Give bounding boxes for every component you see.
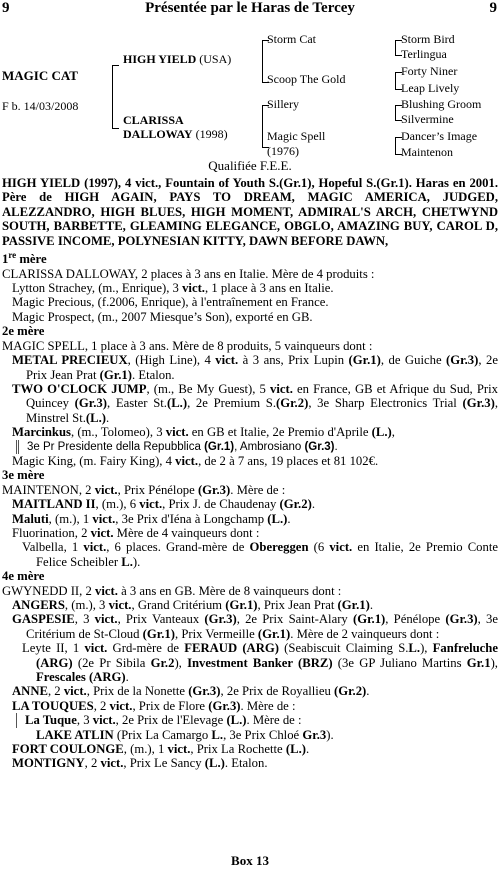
second-dam-intro: MAGIC SPELL, 1 place à 3 ans. Mère de 8 produits, 5 vainqueurs dont : — [2, 338, 373, 353]
first-dam-intro: CLARISSA DALLOWAY, 2 places à 3 ans en Italie. Mère de 4 produits : — [2, 266, 375, 281]
produce-item: LAKE ATLIN (Prix La Camargo L., 3e Prix Chloé Gr.3). — [36, 727, 334, 742]
ggp-5: Blushing Groom — [401, 97, 482, 111]
fourth-dam-intro: GWYNEDD II, 2 vict. à 3 ans en GB. Mère de 8 vainqueurs dont : — [2, 583, 342, 598]
page-title: Présentée par le Haras de Tercey — [145, 0, 355, 16]
granddam-2-year: (1976) — [267, 144, 299, 158]
granddam-1: Scoop The Gold — [267, 72, 346, 86]
ggp-6: Silvermine — [401, 112, 454, 126]
produce-item: Marcinkus, (m., Tolomeo), 3 vict. en GB et Italie, 2e Premio d'Aprile (L.), — [12, 425, 395, 440]
produce-item: Magic King, (m. Fairy King), 4 vict., de 2 à 7 ans, 19 places et 81 102€. — [12, 453, 379, 468]
first-dam-heading: 1re mère — [2, 250, 47, 267]
dam-name-line1: CLARISSA — [123, 113, 184, 127]
page-number-left: 9 — [2, 0, 10, 16]
qualification: Qualifiée F.E.E. — [208, 158, 292, 173]
horse-name: MAGIC CAT — [2, 68, 78, 83]
ggp-8: Maintenon — [401, 145, 453, 159]
bracket-parents — [112, 65, 119, 129]
produce-item-continued: 3e Pr Presidente della Repubblica (Gr.1), Ambrosiano (Gr.3). — [16, 440, 498, 454]
produce-item: Magic Prospect, (m., 2007 Miesque’s Son), exporté en GB. — [12, 309, 313, 324]
produce-item: La Tuque, 3 vict., 2e Prix de l'Elevage (L.). Mère de : — [16, 713, 498, 727]
produce-item: Maluti, (m.), 1 vict., 3e Prix d'Iéna à Longchamp (L.). — [12, 511, 291, 526]
produce-item: Lytton Strachey, (m., Enrique), 3 vict., 1 place à 3 ans en Italie. — [12, 281, 334, 296]
ggp-2: Terlingua — [401, 47, 447, 61]
third-dam-heading: 3e mère — [2, 468, 45, 483]
third-dam-intro: MAINTENON, 2 vict., Prix Pénélope (Gr.3). Mère de : — [2, 482, 286, 497]
dam-name-line2: DALLOWAY (1998) — [123, 127, 228, 141]
produce-item: GASPESIE, 3 vict., Prix Vanteaux (Gr.3), 2e Prix Saint-Alary (Gr.1), Pénélope (Gr.3), 3e Critérium de St-Cloud (Gr.1), Prix Vermeille (Gr.1). Mère de 2 vainqueurs dont : — [12, 612, 498, 641]
ggp-1: Storm Bird — [401, 32, 455, 46]
page-number-right: 9 — [489, 0, 497, 16]
grandsire-2: Sillery — [267, 97, 299, 111]
horse-info: F b. 14/03/2008 — [2, 99, 79, 113]
produce-item: TWO O'CLOCK JUMP, (m., Be My Guest), 5 vict. en France, GB et Afrique du Sud, Prix Quincey (Gr.3), Easter St.(L.), 2e Premium S.(Gr.2), 3e Sharp Electronics Trial (Gr.3), Minstrel St.(L.). — [12, 381, 499, 425]
produce-item: LA TOUQUES, 2 vict., Prix de Flore (Gr.3). Mère de : — [12, 698, 296, 713]
produce-item: MONTIGNY, 2 vict., Prix Le Sancy (L.). Etalon. — [12, 756, 268, 771]
ggp-3: Forty Niner — [401, 64, 458, 78]
fourth-dam-heading: 4e mère — [2, 569, 45, 584]
produce-item: MAITLAND II, (m.), 6 vict., Prix J. de Chaudenay (Gr.2). — [12, 497, 315, 512]
produce-item: ANGERS, (m.), 3 vict., Grand Critérium (Gr.1), Prix Jean Prat (Gr.1). — [12, 598, 374, 613]
produce-item: ANNE, 2 vict., Prix de la Nonette (Gr.3), 2e Prix de Royallieu (Gr.2). — [12, 684, 370, 699]
ggp-4: Leap Lively — [401, 81, 460, 95]
ggp-7: Dancer’s Image — [401, 129, 478, 143]
produce-item: Valbella, 1 vict., 6 places. Grand-mère de Obereggen (6 vict. en Italie, 2e Premio Conte Felice Scheibler L.). — [22, 540, 498, 569]
produce-item: Magic Precious, (f.2006, Enrique), à l'entraînement en France. — [12, 295, 329, 310]
second-dam-heading: 2e mère — [2, 324, 45, 339]
sire-name: HIGH YIELD (USA) — [123, 52, 232, 66]
grandsire-1: Storm Cat — [267, 32, 317, 46]
catalogue-text — [2, 176, 498, 771]
box-number: Box 13 — [231, 853, 269, 868]
produce-item: Fluorination, 2 vict. Mère de 4 vainqueurs dont : — [12, 525, 260, 540]
produce-item: METAL PRECIEUX, (High Line), 4 vict. à 3 ans, Prix Lupin (Gr.1), de Guiche (Gr.3), 2e Prix Jean Prat (Gr.1). Etalon. — [12, 353, 498, 382]
produce-item: FORT COULONGE, (m.), 1 vict., Prix La Rochette (L.). — [12, 742, 310, 757]
sire-summary: HIGH YIELD (1997), 4 vict., Fountain of Youth S.(Gr.1), Hopeful S.(Gr.1). Haras en 2001. Père de HIGH AGAIN, PAYS TO DREAM, MAGIC AMERICA, JUDGED, ALEZZANDRO, HIGH BLUES, HIGH MOMENT, ADMIRAL'S ARCH, CHETWYND SOUTH, BARBETTE, GLEAMING ELEGANCE, OBGLO, AMAZING BUY, CAROL D, PASSIVE INCOME, POLYNESIAN KITTY, DAWN BEFORE DAWN, — [2, 176, 498, 248]
produce-item: Leyte II, 1 vict. Grd-mère de FERAUD (ARG) (Seabiscuit Claiming S.L.), Fanfreluche (ARG) (2e Pr Sibila Gr.2), Investment Banker (BRZ) (3e GP Juliano Martins Gr.1), Frescales (ARG). — [22, 641, 498, 685]
granddam-2: Magic Spell — [267, 129, 326, 143]
